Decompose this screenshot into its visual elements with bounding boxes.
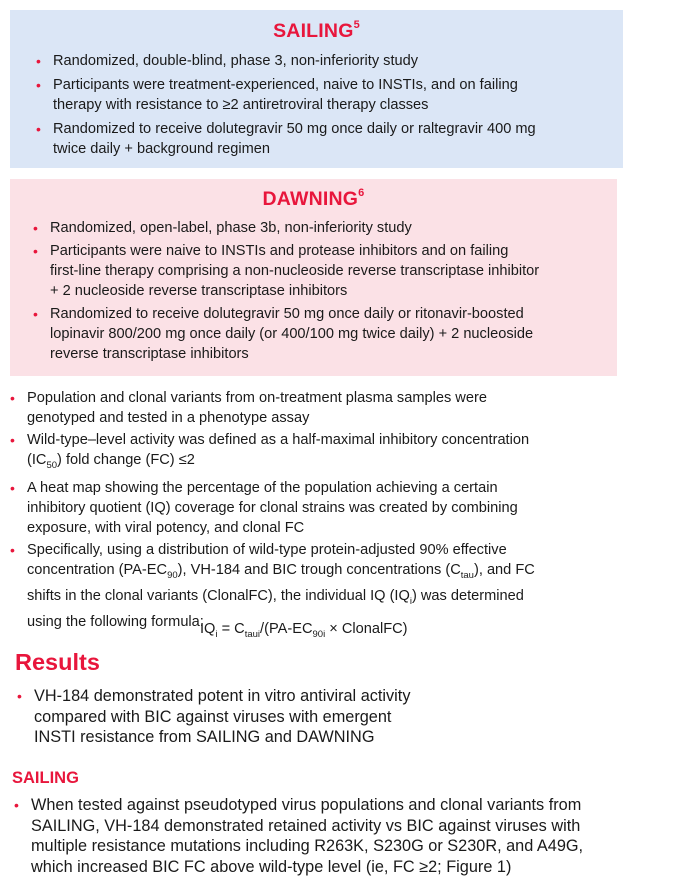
dawning-bullet-list [33, 218, 615, 364]
list-item: • Randomized to receive dolutegravir 50 mg once daily or ritonavir-boosted lopinavir 800/200 mg once daily (or 400/100 mg twice daily) + 2 nucleoside reverse transcriptase inhibitors [33, 306, 534, 362]
list-item: • VH-184 demonstrated potent in vitro antiviral activity compared with BIC against viruses with emergent INSTI resistance from SAILING and DAWNING [17, 687, 411, 746]
list-item: • Participants were treatment-experienced, naive to INSTIs, and on failing therapy with resistance to ≥2 antiretroviral therapy classes [36, 77, 518, 113]
results-heading: Results [15, 649, 100, 675]
list-item: • Population and clonal variants from on-treatment plasma samples were genotyped and tested in a phenotype assay [10, 390, 487, 426]
list-item: • Wild-type–level activity was defined as a half-maximal inhibitory concentration $(IC_{50})$ fold change (FC) ≤2 [10, 432, 530, 471]
sailing-section-bullet-list [14, 795, 671, 877]
sailing-box-title: SAILING$^5$ [273, 19, 360, 42]
dawning-study-box [10, 179, 617, 376]
list-item: • Randomized, double-blind, phase 3, non-inferiority study [36, 53, 419, 69]
iq-formula: $IQ_i = C_{taui}/(PA-EC_{90i}$ × ClonalFC) [200, 621, 408, 640]
sailing-bullet-list [36, 51, 623, 159]
methods-bullet-list [10, 388, 667, 632]
list-item: • Randomized to receive dolutegravir 50 mg once daily or raltegravir 400 mg twice daily + background regimen [36, 121, 536, 157]
sailing-section-heading: SAILING [12, 769, 79, 787]
list-item: • Participants were naive to INSTIs and protease inhibitors and on failing first-line therapy comprising a non-nucleoside reverse transcriptase inhibitor + 2 nucleoside reverse transcriptase inhibitors [33, 243, 540, 299]
list-item: • When tested against pseudotyped virus populations and clonal variants from SAILING, VH-184 demonstrated retained activity vs BIC against viruses with multiple resistance mutations including R263K, S230G or S230R, and A49G, which increased BIC FC above wild-type level (ie, FC ≥2; Figure 1) [14, 796, 584, 876]
list-item: • A heat map showing the percentage of the population achieving a certain inhibitory quotient (IQ) coverage for clonal strains was created by combining exposure, with viral potency, and clonal FC [10, 479, 518, 536]
list-item: • Specifically, using a distribution of wild-type protein-adjusted 90% effective concentration $(PA-EC_{90})$, VH-184 and BIC trough concentrations $(C_{tau})$, and FC shifts in the clonal variants (ClonalFC), the individual IQ $(IQ_i)$ was determined using the following formula: [10, 541, 535, 630]
list-item: • Randomized, open-label, phase 3b, non-inferiority study [33, 220, 412, 236]
results-bullet-list [17, 686, 634, 748]
sailing-study-box [10, 10, 623, 168]
dawning-box-title: DAWNING$^6$ [262, 187, 365, 210]
